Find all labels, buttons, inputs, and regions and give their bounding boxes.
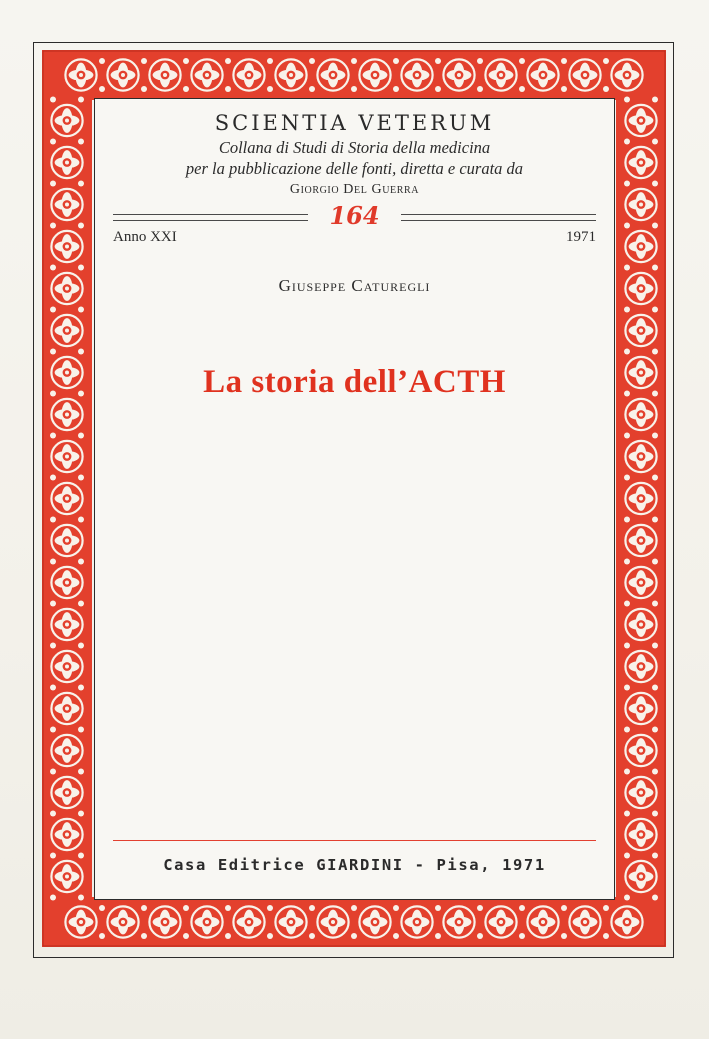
- book-author: Giuseppe Caturegli: [278, 276, 431, 295]
- series-editor: Giorgio Del Guerra: [289, 182, 420, 197]
- title-panel: [94, 98, 615, 900]
- series-name: SCIENTIA VETERUM: [214, 111, 495, 135]
- series-subtitle-line-1: Collana di Studi di Storia della medicina: [218, 138, 491, 157]
- publisher-rule: [113, 840, 596, 841]
- series-number: 164: [329, 201, 380, 230]
- double-rule-right: [401, 214, 596, 221]
- book-title: La storia dell’ACTH: [203, 364, 506, 400]
- publisher-line: Casa Editrice GIARDINI - Pisa, 1971: [163, 856, 546, 874]
- series-subtitle-line-2: per la pubblicazione delle fonti, diretta e curata da: [185, 159, 524, 178]
- series-number-row: [113, 201, 596, 230]
- volume-year: 1971: [566, 229, 596, 245]
- volume-anno: Anno XXI: [113, 229, 177, 245]
